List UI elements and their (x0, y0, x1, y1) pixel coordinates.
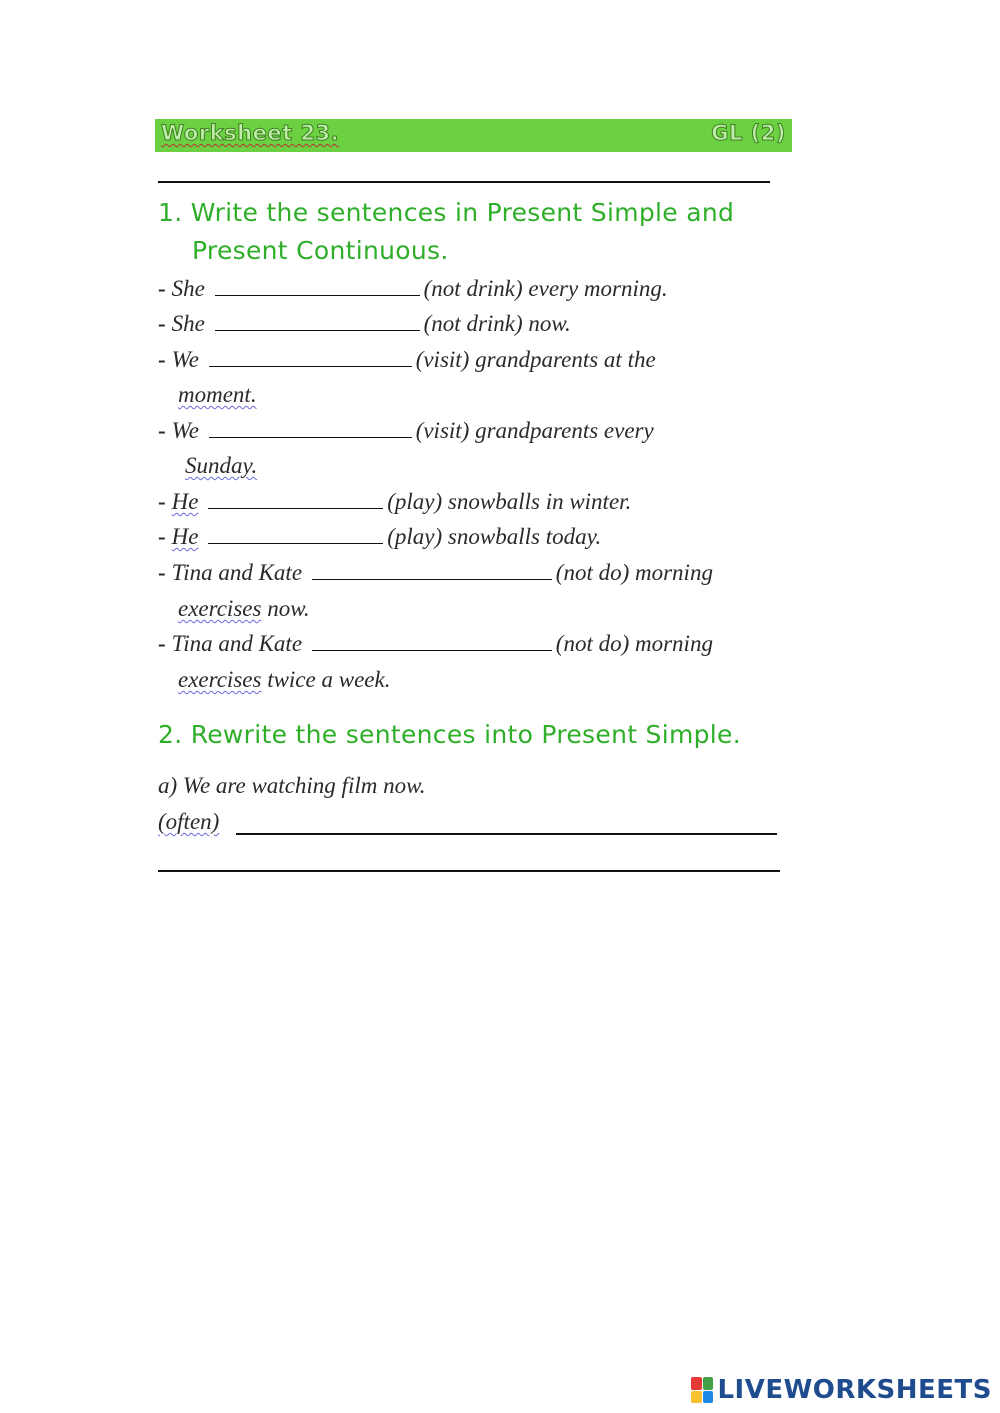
exercise-item-2 (158, 311, 571, 337)
logo-square-icon (691, 1391, 702, 1404)
item-dash: - (158, 631, 166, 656)
exercise-item-3 (158, 347, 656, 373)
item-prompt: (not do) morning (555, 631, 713, 656)
item-subject: Tina and Kate (171, 631, 303, 656)
item-dash: - (158, 347, 166, 372)
liveworksheets-logo (691, 1375, 992, 1405)
section1-heading-line2: Present Continuous. (192, 236, 449, 265)
item-3-continuation: moment. (178, 382, 257, 407)
worksheet-title: Worksheet 23. (161, 121, 340, 145)
logo-text: LIVEWORKSHEETS (717, 1375, 992, 1405)
section2-cue: (often) (158, 809, 220, 834)
exercise-item-8 (158, 631, 713, 657)
answer-line-1[interactable] (236, 833, 777, 835)
item-prompt: (visit) grandparents every (415, 418, 654, 443)
worksheet-header-bar (155, 119, 792, 152)
section1-heading-line1: 1. Write the sentences in Present Simple and (158, 198, 735, 227)
item-4-continuation: Sunday. (185, 453, 258, 478)
answer-blank-5[interactable] (208, 490, 383, 509)
item-prompt: (not drink) now. (423, 311, 571, 336)
section2-sentence: a) We are watching film now. (158, 773, 426, 798)
answer-blank-4[interactable] (209, 419, 412, 438)
grade-level-label: GL (2) (711, 121, 786, 145)
answer-blank-8[interactable] (312, 632, 552, 651)
item-7-word: exercises (178, 596, 262, 621)
item-8-word: exercises (178, 667, 262, 692)
answer-blank-6[interactable] (208, 525, 383, 544)
logo-grid-icon (691, 1377, 713, 1403)
item-subject: She (171, 276, 205, 301)
item-subject: He (171, 524, 199, 549)
logo-square-icon (703, 1391, 714, 1404)
item-prompt: (play) snowballs in winter. (387, 489, 632, 514)
answer-blank-2[interactable] (215, 312, 420, 331)
item-dash: - (158, 560, 166, 585)
item-subject: We (171, 347, 199, 372)
item-prompt: (visit) grandparents at the (415, 347, 656, 372)
item-dash: - (158, 276, 166, 301)
exercise-item-6 (158, 524, 601, 550)
answer-blank-3[interactable] (209, 348, 412, 367)
item-prompt: (not do) morning (555, 560, 713, 585)
item-8-continuation (178, 667, 390, 693)
logo-square-icon (703, 1377, 714, 1390)
item-subject: We (171, 418, 199, 443)
item-prompt: (play) snowballs today. (387, 524, 602, 549)
item-dash: - (158, 489, 166, 514)
answer-blank-7[interactable] (312, 561, 552, 580)
exercise-item-1 (158, 276, 668, 302)
exercise-item-7 (158, 560, 713, 586)
item-subject: He (171, 489, 199, 514)
header-rule (158, 181, 770, 183)
exercise-item-5 (158, 489, 631, 515)
item-dash: - (158, 311, 166, 336)
answer-line-2[interactable] (158, 870, 780, 872)
item-7-rest: now. (261, 596, 310, 621)
section2-heading: 2. Rewrite the sentences into Present Simple. (158, 720, 741, 749)
exercise-item-4 (158, 418, 654, 444)
item-8-rest: twice a week. (261, 667, 391, 692)
answer-blank-1[interactable] (215, 277, 420, 296)
item-dash: - (158, 418, 166, 443)
item-prompt: (not drink) every morning. (423, 276, 668, 301)
item-subject: She (171, 311, 205, 336)
item-dash: - (158, 524, 166, 549)
item-subject: Tina and Kate (171, 560, 303, 585)
item-7-continuation (178, 596, 310, 622)
logo-square-icon (691, 1377, 702, 1390)
